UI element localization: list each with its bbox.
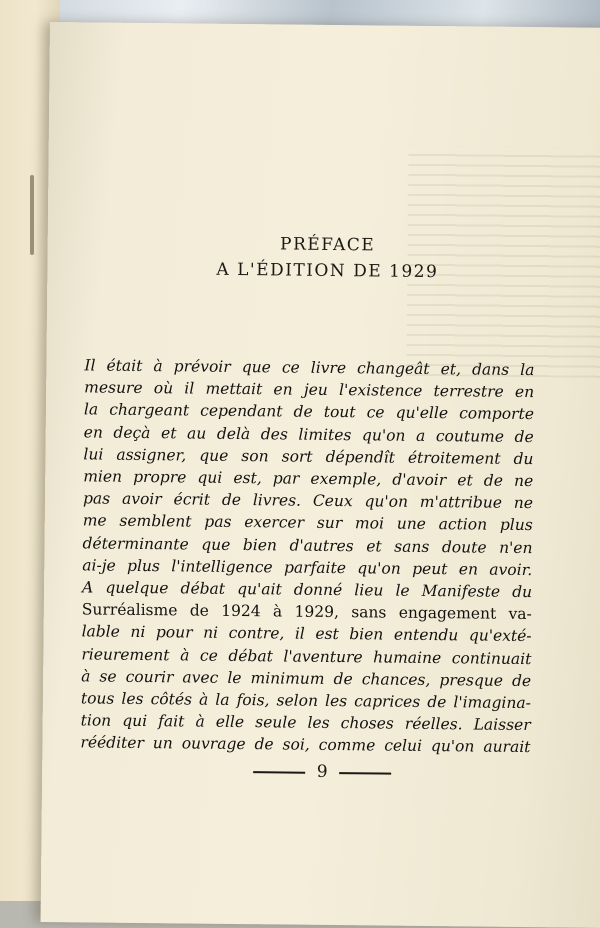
body-line: rééditer un ouvrage de soi, comme celui qu'on aurait [80,733,531,757]
body-line: lui assigner, que son sort dépendît étroitement du [83,445,534,468]
body-line: Surréalisme de 1924 à 1929, sans engagement va- [81,600,532,624]
book-page [41,22,600,928]
body-line: à se courir avec le minimum de chances, presque de [81,667,532,690]
body-line: mien propre qui est, par exemple, d'avoir et de ne [83,467,534,491]
body-line: pas avoir écrit de livres. Ceux qu'on m'attribue ne [82,489,534,513]
preface-title: PRÉFACE [279,234,376,256]
body-line: mesure où il mettait en jeu l'existence terrestre en [84,378,535,402]
page-number-footer [42,759,600,785]
body-line: en deçà et au delà des limites qu'on a coutume de [83,422,534,446]
body-line: rieurement à ce débat l'aventure humaine continuait [81,645,532,668]
edition-subtitle: A L'ÉDITION DE 1929 [216,259,439,283]
page-number: 9 [316,761,328,782]
body-line: ai-je plus l'intelligence parfaite qu'on peut en avoir. [82,556,533,579]
body-line: tion qui fait à elle seule les choses réelles. Laisser [80,711,531,735]
body-line: me semblent pas exercer sur moi une action plus [82,511,533,535]
body-line: Il était à prévoir que ce livre changeât et, dans la [84,356,535,380]
body-line: la chargeant cependant de tout ce qu'elle comporte [83,400,535,424]
body-line: A quelque débat qu'ait donné lieu le Manifeste du [81,578,533,602]
folio-dash-left [253,771,305,774]
page-crease-mark [30,175,34,255]
body-line: tous les côtés à la fois, selon les caprices de l'imagina- [80,689,531,713]
body-line: déterminante que bien d'autres et sans doute n'en [82,533,533,557]
folio-dash-right [340,772,392,775]
body-line: lable ni pour ni contre, il est bien entendu qu'exté- [81,622,532,646]
preface-body [80,354,534,758]
